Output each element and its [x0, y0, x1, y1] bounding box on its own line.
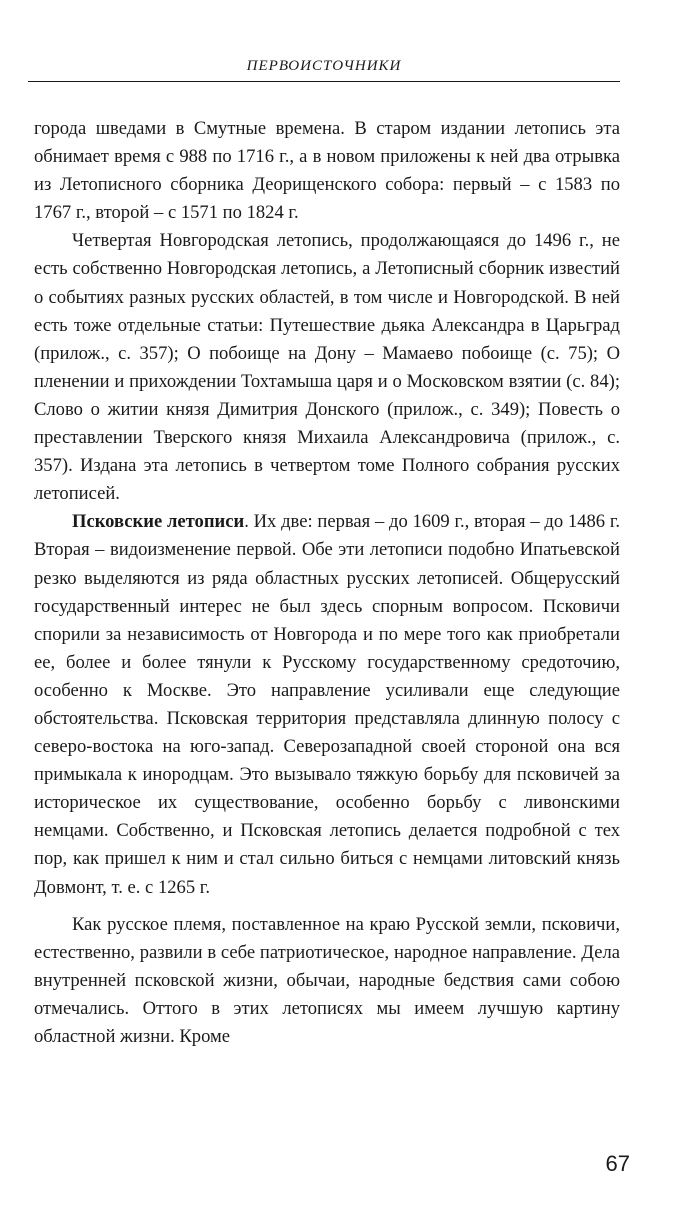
paragraph-text: Четвертая Новгородская летопись, продолжающаяся до 1496 г., не есть собственно Новгородская летопись, а Летописный сборник известий о событиях разных русских областей, в том числе и Новгородской. В ней есть тоже отдельные статьи: Путешествие дьяка Александра в Царьград (прилож., с. 357); О побоище на Дону – Мамаево побоище (с. 75); О пленении и прихождении Тохтамыша царя и о Московском взятии (с. 84); Слово о житии князя Димитрия Донского (прилож., с. 349); Повесть о преставлении Тверского князя Михаила Александровича (прилож., с. 357). Издана эта летопись в четвертом томе Полного собрания русских летописей.	[34, 230, 620, 505]
running-head-title: ПЕРВОИСТОЧНИКИ	[246, 58, 402, 74]
paragraph-pskov-patriotism	[34, 911, 620, 1051]
paragraph-text: города шведами в Смутные времена. В старом издании летопись эта обнимает время с 988 по 1716 г., а в новом приложены к ней два отрывка из Летописного сборника Деорищенского собора: первый – с 1583 по 1767 г., второй – с 1571 по 1824 г.	[34, 118, 620, 224]
paragraph-text: . Их две: первая – до 1609 г., вторая – до 1486 г. Вторая – видоизменение первой. Обе эти летописи подобно Ипатьевской резко выделяются из ряда областных русских летописей. Общерусский государственный интерес не был здесь спорным вопросом. Псковичи спорили за независимость от Новгорода и по мере того как приобретали ее, более и более тянули к Русскому государственному средоточию, особенно к Москве. Это направление усиливали еще следующие обстоятельства. Псковская территория представляла длинную полосу с северо-востока на юго-запад. Северозападной своей стороной она вся примыкала к инородцам. Это вызывало тяжкую борьбу для псковичей за историческое их существование, особенно борьбу с ливонскими немцами. Собственно, и Псковская летопись делается подробной с тех пор, как пришел к ним и стал сильно биться с немцами литовский князь Довмонт, т. е. с 1265 г.	[34, 511, 620, 898]
body-text	[34, 115, 620, 1051]
paragraph-novgorod-chronicle	[34, 227, 620, 508]
paragraph-bold-lead: Псковские летописи	[72, 511, 245, 533]
header-rule	[28, 81, 620, 82]
paragraph-text: Как русское племя, поставленное на краю Русской земли, псковичи, естественно, развили в себе патриотическое, народное направление. Дела внутренней псковской жизни, обычаи, народные бедствия сами собою отмечались. Оттого в этих летописях мы имеем лучшую картину областной жизни. Кроме	[34, 913, 620, 1047]
paragraph-pskov-chronicles	[34, 508, 620, 901]
paragraph-continuation	[34, 115, 620, 227]
page-number: 67	[605, 1151, 630, 1176]
